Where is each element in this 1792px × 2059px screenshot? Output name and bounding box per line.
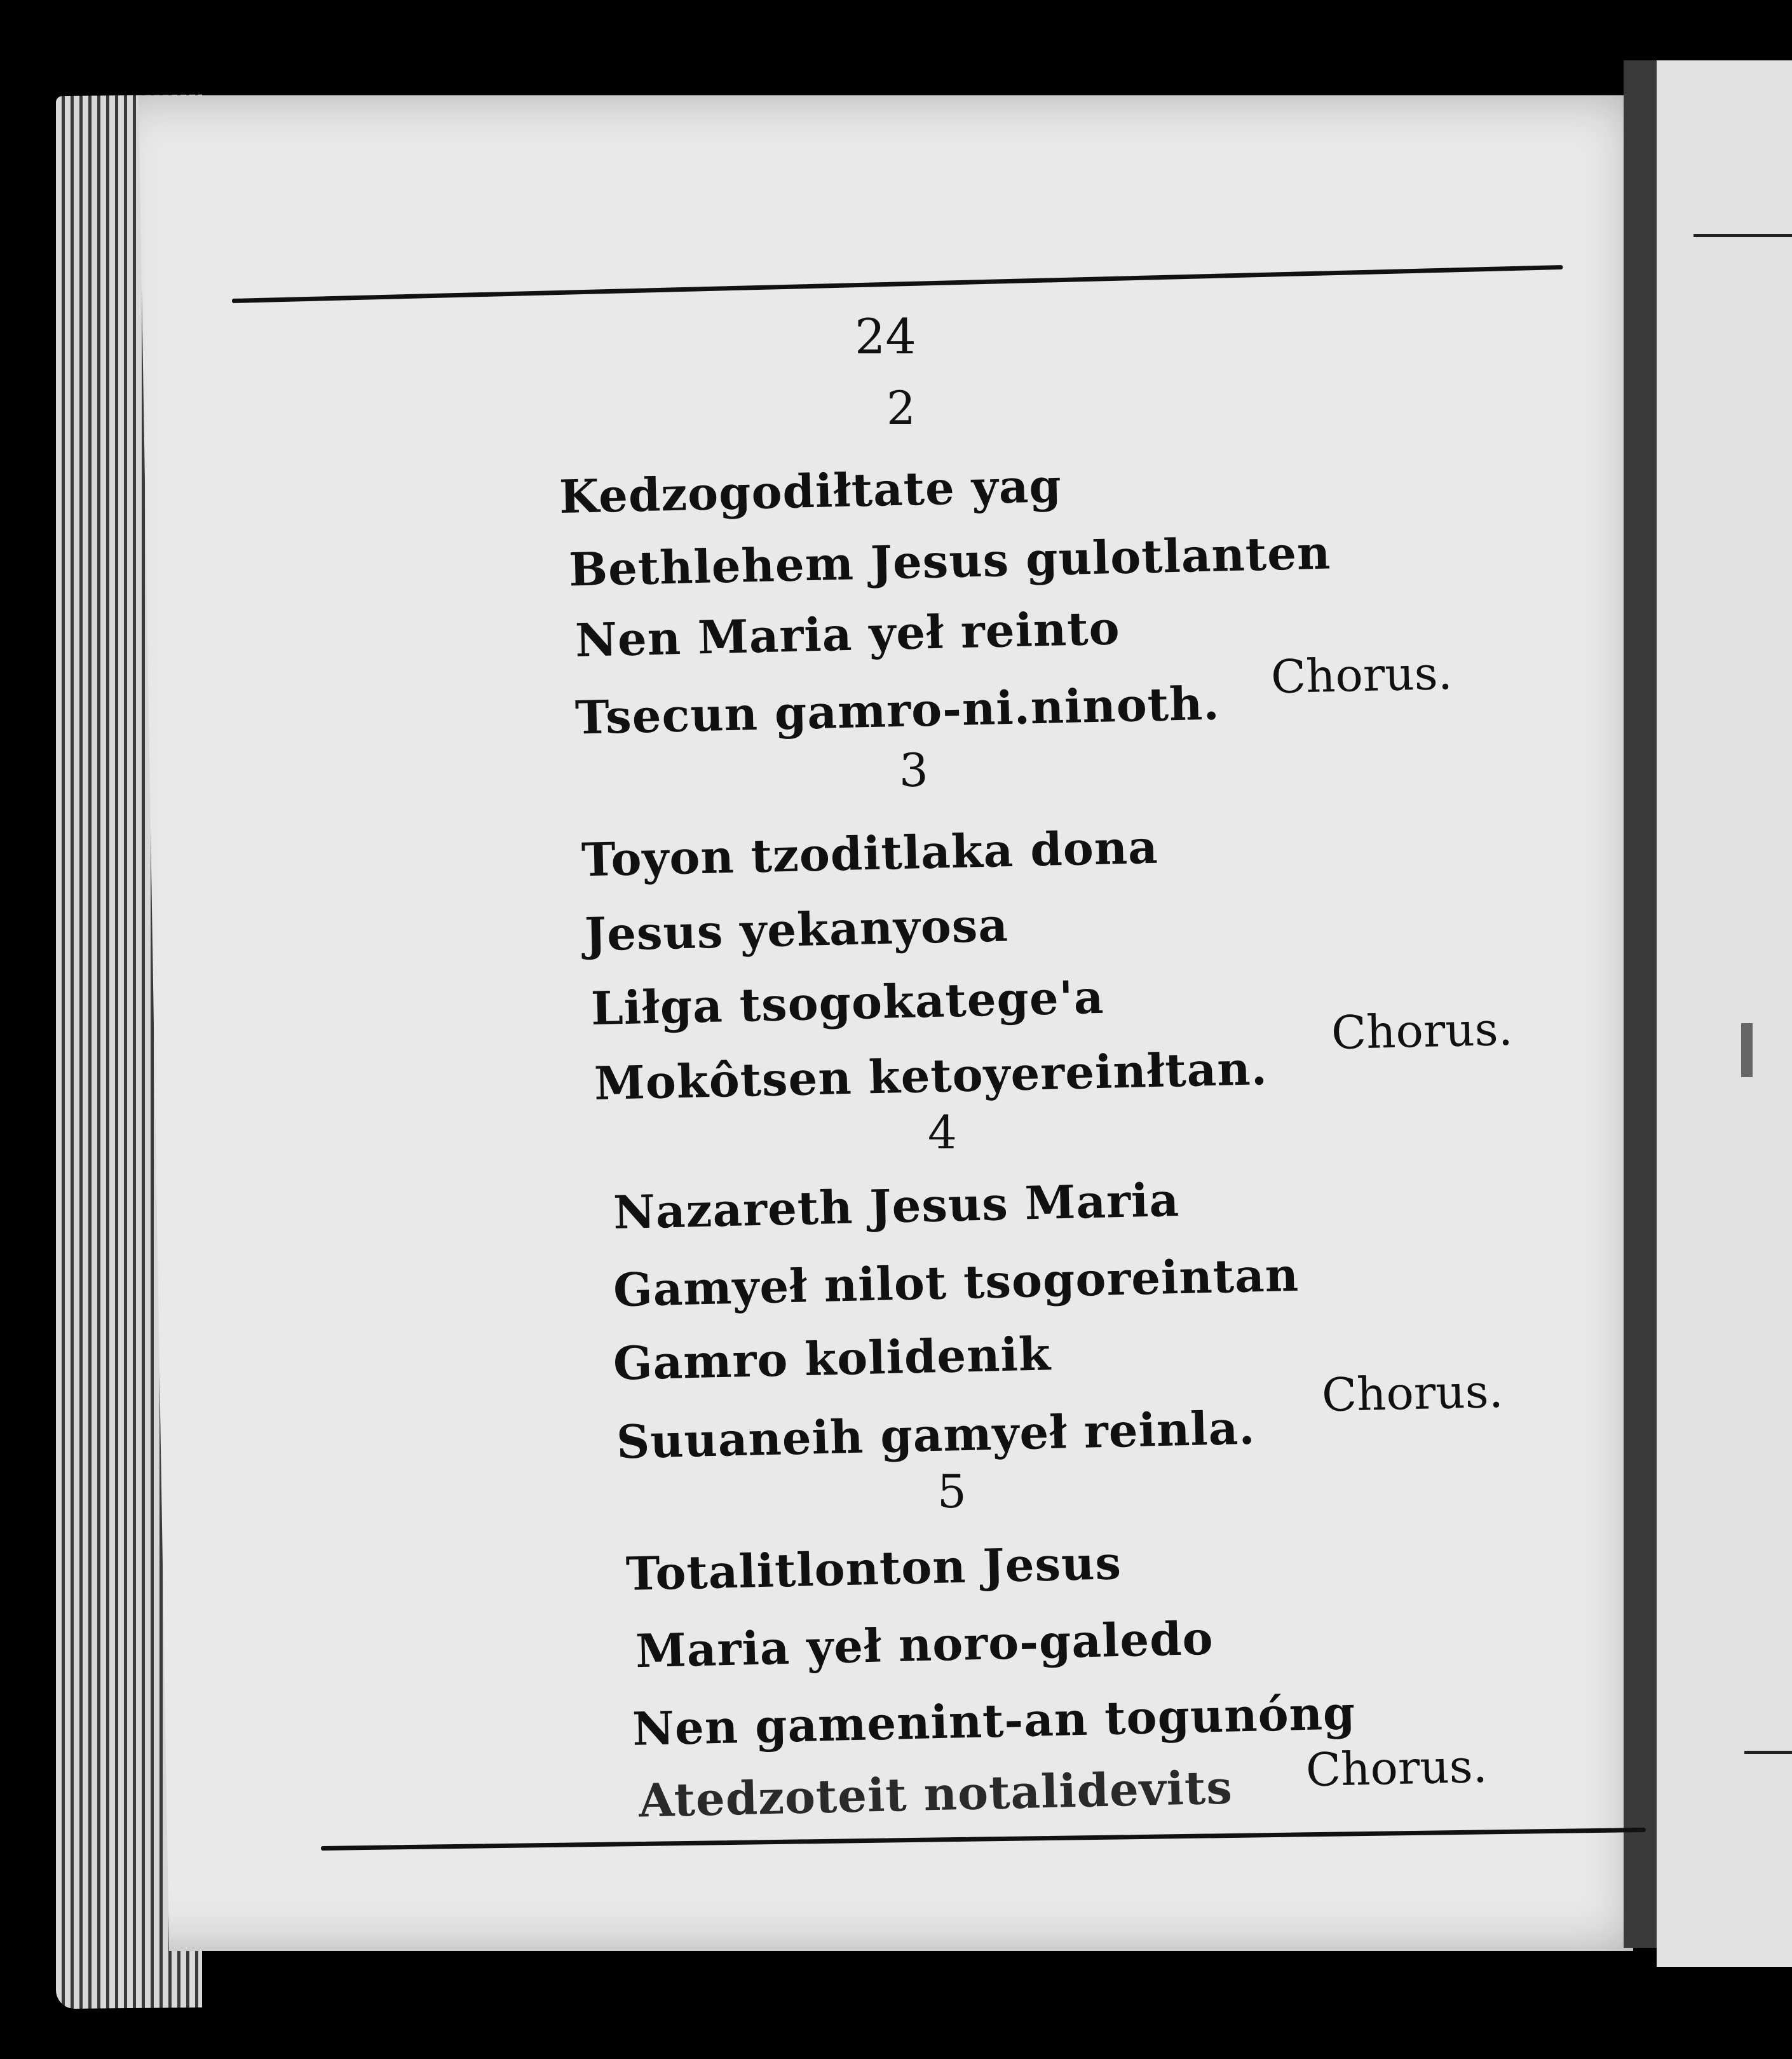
verse-line: Maria yeł noro-galedo xyxy=(635,1610,1214,1678)
verse-number: 4 xyxy=(928,1106,957,1159)
facing-page xyxy=(1657,60,1792,1967)
verse-line: Mokôtsen ketoyereinłtan. xyxy=(594,1040,1268,1111)
verse-line: Nen Maria yeł reinto xyxy=(574,601,1121,667)
verse-line: Totalitlonton Jesus xyxy=(625,1535,1122,1601)
verse-line: Nazareth Jesus Maria xyxy=(613,1172,1180,1240)
page-number: 24 xyxy=(855,308,916,365)
top-rule-gap xyxy=(292,339,336,348)
chorus-label: Chorus. xyxy=(1321,1364,1504,1422)
verse-number: 3 xyxy=(899,744,928,797)
verse-line: Gamyeł nilot tsogoreintan xyxy=(613,1247,1300,1317)
facing-page-rule-bottom xyxy=(1744,1751,1792,1754)
verse-line: Kedzogodiłtate yag xyxy=(559,458,1062,524)
chorus-label: Chorus. xyxy=(1305,1739,1488,1797)
chorus-label: Chorus. xyxy=(1270,646,1453,704)
chorus-label: Chorus. xyxy=(1331,1002,1514,1060)
facing-page-rule-top xyxy=(1694,234,1792,237)
verse-line: Toyon tzoditlaka dona xyxy=(581,819,1159,887)
verse-line: Gamro kolidenik xyxy=(613,1326,1052,1390)
verse-line: Liłga tsogokatege'a xyxy=(590,969,1105,1036)
verse-line: Bethlehem Jesus gulotlanten xyxy=(568,525,1332,597)
verse-line: Tsecun gamro-ni.ninoth. xyxy=(574,676,1221,745)
verse-line: Jesus yekanyosa xyxy=(584,897,1009,962)
verse-number: 5 xyxy=(937,1465,967,1518)
verse-line: Nen gamenint-an togunóng xyxy=(632,1685,1357,1756)
facing-page-mark xyxy=(1741,1023,1753,1077)
verse-line: Suuaneih gamyeł reinla. xyxy=(616,1400,1256,1469)
book-spine xyxy=(1624,60,1657,1948)
verse-number: 2 xyxy=(886,381,916,435)
verse-line: Atedzoteit notalidevits xyxy=(638,1760,1233,1828)
